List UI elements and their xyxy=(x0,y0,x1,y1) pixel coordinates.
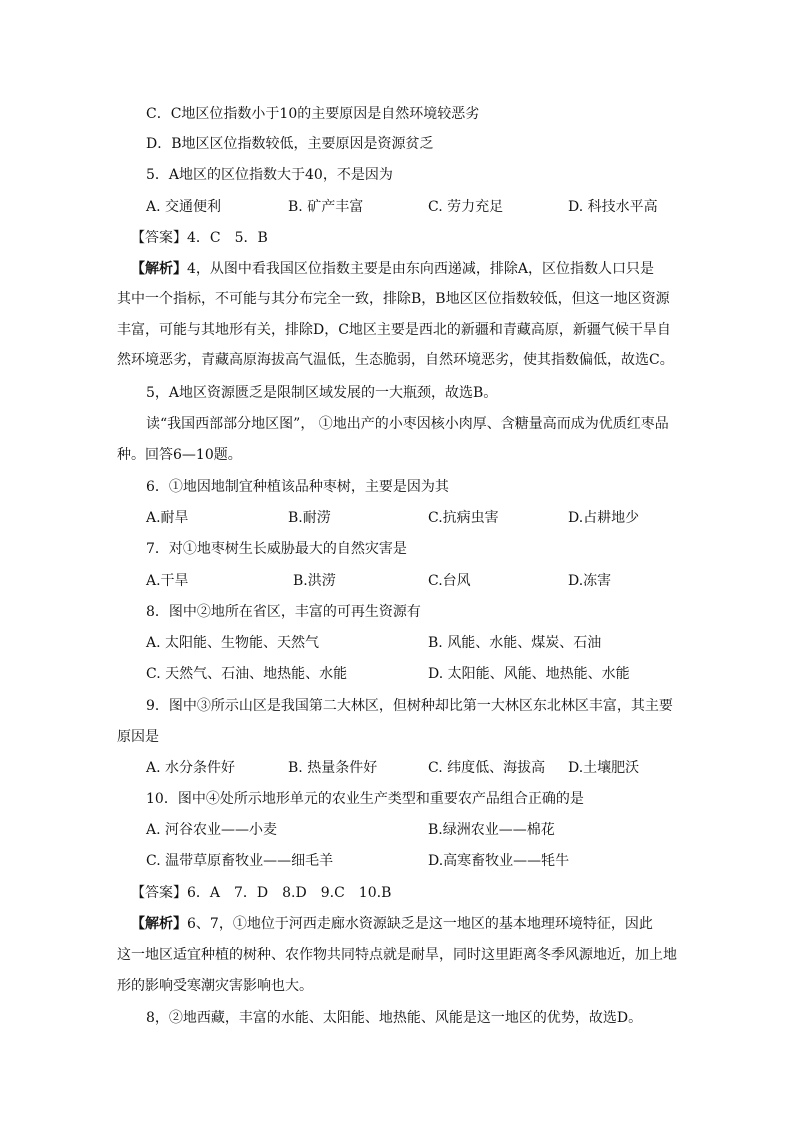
q7-option-a: A.干旱 xyxy=(146,573,189,589)
answer-label-2: 【答案】6．A 7．D 8.D 9.C 10.B xyxy=(131,885,392,901)
explanation-line-3: 丰富，可能与其地形有关，排除D，C地区主要是西北的新疆和青藏高原，新疆气候干旱自 xyxy=(117,322,671,338)
q10-option-d: D.高寒畜牧业——牦牛 xyxy=(428,853,570,869)
explanation-line-2: 其中一个指标，不可能与其分布完全一致，排除B，B地区区位指数较低，但这一地区资源 xyxy=(117,291,670,307)
explanation2-line-1: 【解析】6、7，①地位于河西走廊水资源缺乏是这一地区的基本地理环境特征，因此 xyxy=(131,916,653,932)
q9-option-a: A. 水分条件好 xyxy=(146,760,236,776)
q5-option-a: A. 交通便利 xyxy=(146,199,222,215)
q9-option-c: C. 纬度低、海拔高 xyxy=(428,760,546,776)
q8-option-c: C. 天然气、石油、地热能、水能 xyxy=(146,666,348,682)
q8-option-d: D. 太阳能、风能、地热能、水能 xyxy=(428,666,630,682)
q5-option-d: D. 科技水平高 xyxy=(568,199,658,215)
explanation-line-1: 【解析】4，从图中看我国区位指数主要是由东向西递减，排除A，区位指数人口只是 xyxy=(131,261,655,277)
reading-intro-2: 种。回答6—10题。 xyxy=(117,447,242,463)
q7-option-c: C.台风 xyxy=(428,573,471,589)
q5-option-b: B. 矿产丰富 xyxy=(288,199,364,215)
question-9-line-2: 原因是 xyxy=(117,729,159,745)
q7-option-d: D.冻害 xyxy=(568,573,612,589)
explanation2-line-3: 形的影响受寒潮灾害影响也大。 xyxy=(117,978,313,994)
q8-option-b: B. 风能、水能、煤炭、石油 xyxy=(428,635,602,651)
q6-option-d: D.占耕地少 xyxy=(568,510,640,526)
reading-intro-1: 读“我国西部部分地区图”， ①地出产的小枣因核小肉厚、含糖量高而成为优质红枣品 xyxy=(146,416,669,432)
answer-text: 4．C 5．B xyxy=(187,230,268,246)
question-8: 8．图中②地所在省区，丰富的可再生资源有 xyxy=(146,604,421,620)
q10-option-c: C. 温带草原畜牧业——细毛羊 xyxy=(146,853,334,869)
answer-label: 【答案】4．C 5．B xyxy=(131,230,268,246)
q7-option-b: B.洪涝 xyxy=(293,573,336,589)
q10-option-b: B.绿洲农业——棉花 xyxy=(428,822,555,838)
q5-option-c: C. 劳力充足 xyxy=(428,199,504,215)
explanation-line-5: 5，A地区资源匮乏是限制区域发展的一大瓶颈，故选B。 xyxy=(146,385,498,401)
option-d-q4: D．B地区区位指数较低，主要原因是资源贫乏 xyxy=(146,136,434,152)
q9-option-b: B. 热量条件好 xyxy=(288,760,378,776)
question-6: 6．①地因地制宜种植该品种枣树，主要是因为其 xyxy=(146,479,449,495)
explanation-label-2: 【解析】 xyxy=(131,916,187,932)
option-c-q4: C．C地区位指数小于10的主要原因是自然环境较恶劣 xyxy=(146,106,480,122)
question-5: 5．A地区的区位指数大于40，不是因为 xyxy=(146,167,393,183)
answer-text-2: 6．A 7．D 8.D 9.C 10.B xyxy=(187,885,392,901)
explanation-line-4: 然环境恶劣，青藏高原海拔高气温低，生态脆弱，自然环境恶劣，使其指数偏低，故选C。 xyxy=(117,352,674,368)
question-9-line-1: 9．图中③所示山区是我国第二大林区，但树种却比第一大林区东北林区丰富，其主要 xyxy=(146,698,673,714)
explanation2-line-2: 这一地区适宜种植的树种、农作物共同特点就是耐旱，同时这里距离冬季风源地近，加上地 xyxy=(117,947,677,963)
q8-option-a: A. 太阳能、生物能、天然气 xyxy=(146,635,320,651)
q9-option-d: D.土壤肥沃 xyxy=(568,760,640,776)
explanation2-line-4: 8，②地西藏，丰富的水能、太阳能、地热能、风能是这一地区的优势，故选D。 xyxy=(146,1010,643,1026)
q6-option-a: A.耐旱 xyxy=(146,510,189,526)
question-7: 7．对①地枣树生长威胁最大的自然灾害是 xyxy=(146,541,407,557)
q6-option-b: B.耐涝 xyxy=(288,510,331,526)
q6-option-c: C.抗病虫害 xyxy=(428,510,499,526)
explanation-label: 【解析】 xyxy=(131,261,187,277)
q10-option-a: A. 河谷农业——小麦 xyxy=(146,822,278,838)
question-10: 10．图中④处所示地形单元的农业生产类型和重要农产品组合正确的是 xyxy=(146,791,584,807)
